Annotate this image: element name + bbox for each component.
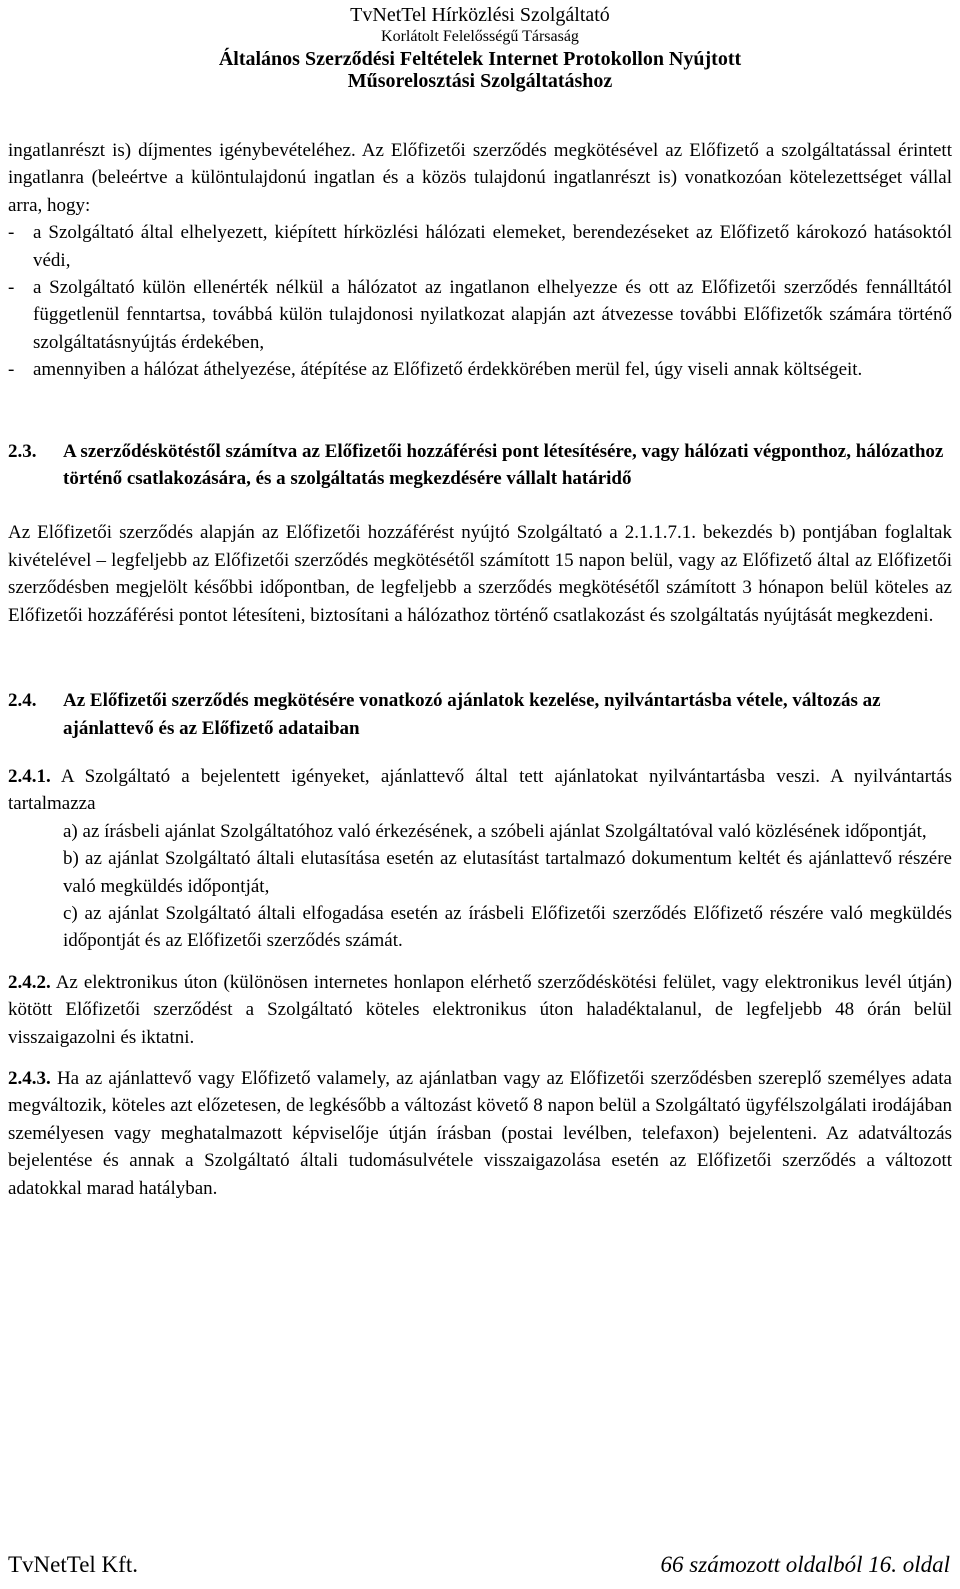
bullet-text: a Szolgáltató által elhelyezett, kiépített hírközlési hálózati elemeket, berendezéseket az Előfizető károkozó hatásoktól védi,	[33, 222, 952, 271]
header-title-line1: Általános Szerződési Feltételek Internet Protokollon Nyújtott	[218, 48, 742, 70]
intro-bullet	[8, 356, 952, 383]
bullet-text: a Szolgáltató külön ellenérték nélkül a hálózatot az ingatlanon elhelyezze és ott az Előfizetői szerződés fennálltától függetlenül fenntartsa, továbbá külön tulajdonosi nyilatkozat alapján azt átvezesse további Előfizetők számára történő szolgáltatásnyújtás érdekében,	[33, 277, 952, 353]
intro-bullet	[8, 274, 952, 356]
bullet-dash: -	[8, 222, 15, 244]
section-2-3-body: Az Előfizetői szerződés alapján az Előfizetői hozzáférést nyújtó Szolgáltató a 2.1.1.7.1. bekezdés b) pontjában foglaltak kivételével – legfeljebb az Előfizetői szerződés megkötésétől számított 15 napon belül, vagy az Előfizető által az Előfizetői szerződésben megjelölt későbbi időpontban, de legfeljebb a szerződés megkötésétől számított 3 hónapon belül köteles az Előfizetői hozzáférési pontot létesíteni, biztosítani a hálózathoz történő csatlakozást és szolgáltatás nyújtását megkezdeni.	[8, 522, 952, 626]
section-2-4-2-paragraph	[8, 969, 952, 1051]
document-body	[8, 137, 952, 1202]
section-heading-text: Az Előfizetői szerződés megkötésére vonatkozó ajánlatok kezelése, nyilvántartásba vétele, változás az ajánlattevő és az Előfizető adataiban	[63, 690, 881, 739]
page-footer	[0, 1552, 960, 1589]
section-number: 2.4.3.	[8, 1067, 51, 1089]
bullet-dash: -	[8, 359, 15, 381]
section-2-4-3-paragraph	[8, 1065, 952, 1202]
section-text: A Szolgáltató a bejelentett igényeket, ajánlattevő által tett ajánlatokat nyilvántartásba veszi. A nyilvántartás tartalmazza	[8, 765, 953, 815]
section-text: Az elektronikus úton (különösen internetes honlapon elérhető szerződéskötési felület, vagy elektronikus levél útján) kötött Előfizetői szerződést a Szolgáltató köteles elektronikus úton haladéktalanul, de legfeljebb 48 órán belül visszaigazolni és iktatni.	[8, 971, 953, 1048]
bullet-dash: -	[8, 277, 15, 299]
intro-paragraph: ingatlanrészt is) díjmentes igénybevételéhez. Az Előfizetői szerződés megkötésével az Előfizető a szolgáltatással érintett ingatlanra (beleértve a különtulajdonú ingatlan és a közös tulajdonú ingatlanrészt is) vonatkozóan kötelezettséget vállal arra, hogy:	[8, 140, 952, 216]
section-number: 2.4.1.	[8, 765, 51, 787]
page-header	[0, 4, 960, 92]
section-number: 2.3.	[8, 440, 37, 462]
header-company: TvNetTel Hírközlési Szolgáltató	[350, 4, 610, 26]
section-heading-2-4	[8, 687, 952, 742]
intro-bullet	[8, 219, 952, 274]
section-heading-2-3	[8, 438, 952, 493]
header-company-sub: Korlátolt Felelősségű Társaság	[381, 28, 579, 45]
list-item-a: a) az írásbeli ajánlat Szolgáltatóhoz való érkezésének, a szóbeli ajánlat Szolgáltatóval való közlésének időpontját,	[63, 820, 927, 842]
footer-company: TvNetTel Kft.	[8, 1552, 138, 1577]
list-item-c: c) az ajánlat Szolgáltató általi elfogadása esetén az írásbeli Előfizetői szerződés Előfizető részére való megküldés időpontját és az Előfizetői szerződés számát.	[63, 902, 952, 952]
list-item-b: b) az ajánlat Szolgáltató általi elutasítása esetén az elutasítást tartalmazó dokumentum keltét és ajánlattevő részére való megküldés időpontját,	[63, 848, 952, 897]
section-number: 2.4.2.	[8, 971, 51, 993]
bullet-text: amennyiben a hálózat áthelyezése, átépítése az Előfizető érdekkörében merül fel, úgy viseli annak költségeit.	[33, 359, 863, 381]
section-heading-text: A szerződéskötéstől számítva az Előfizetői hozzáférési pont létesítésére, vagy hálózati végponthoz, hálózathoz történő csatlakozására, és a szolgáltatás megkezdésére vállalt határidő	[63, 440, 944, 490]
section-2-4-1-paragraph	[8, 763, 952, 818]
section-text: Ha az ajánlattevő vagy Előfizető valamely, az ajánlatban vagy az Előfizetői szerződésben szereplő személyes adata megváltozik, köteles azt előzetesen, de legkésőbb a változást követő 8 napon belül a Szolgáltató ügyfélszolgálati irodájában személyesen vagy meghatalmazott képviselője útján írásban (postai levélben, telefaxon) bejelenteni. Az adatváltozás bejelentése és annak a Szolgáltató általi tudomásulvétele visszaigazolása esetén az Előfizetői szerződés a változott adatokkal marad hatályban.	[8, 1067, 952, 1199]
section-number: 2.4.	[8, 690, 37, 712]
header-title-line2: Műsorelosztási Szolgáltatáshoz	[347, 70, 613, 92]
footer-page-number: 66 számozott oldalból 16. oldal	[660, 1552, 950, 1577]
